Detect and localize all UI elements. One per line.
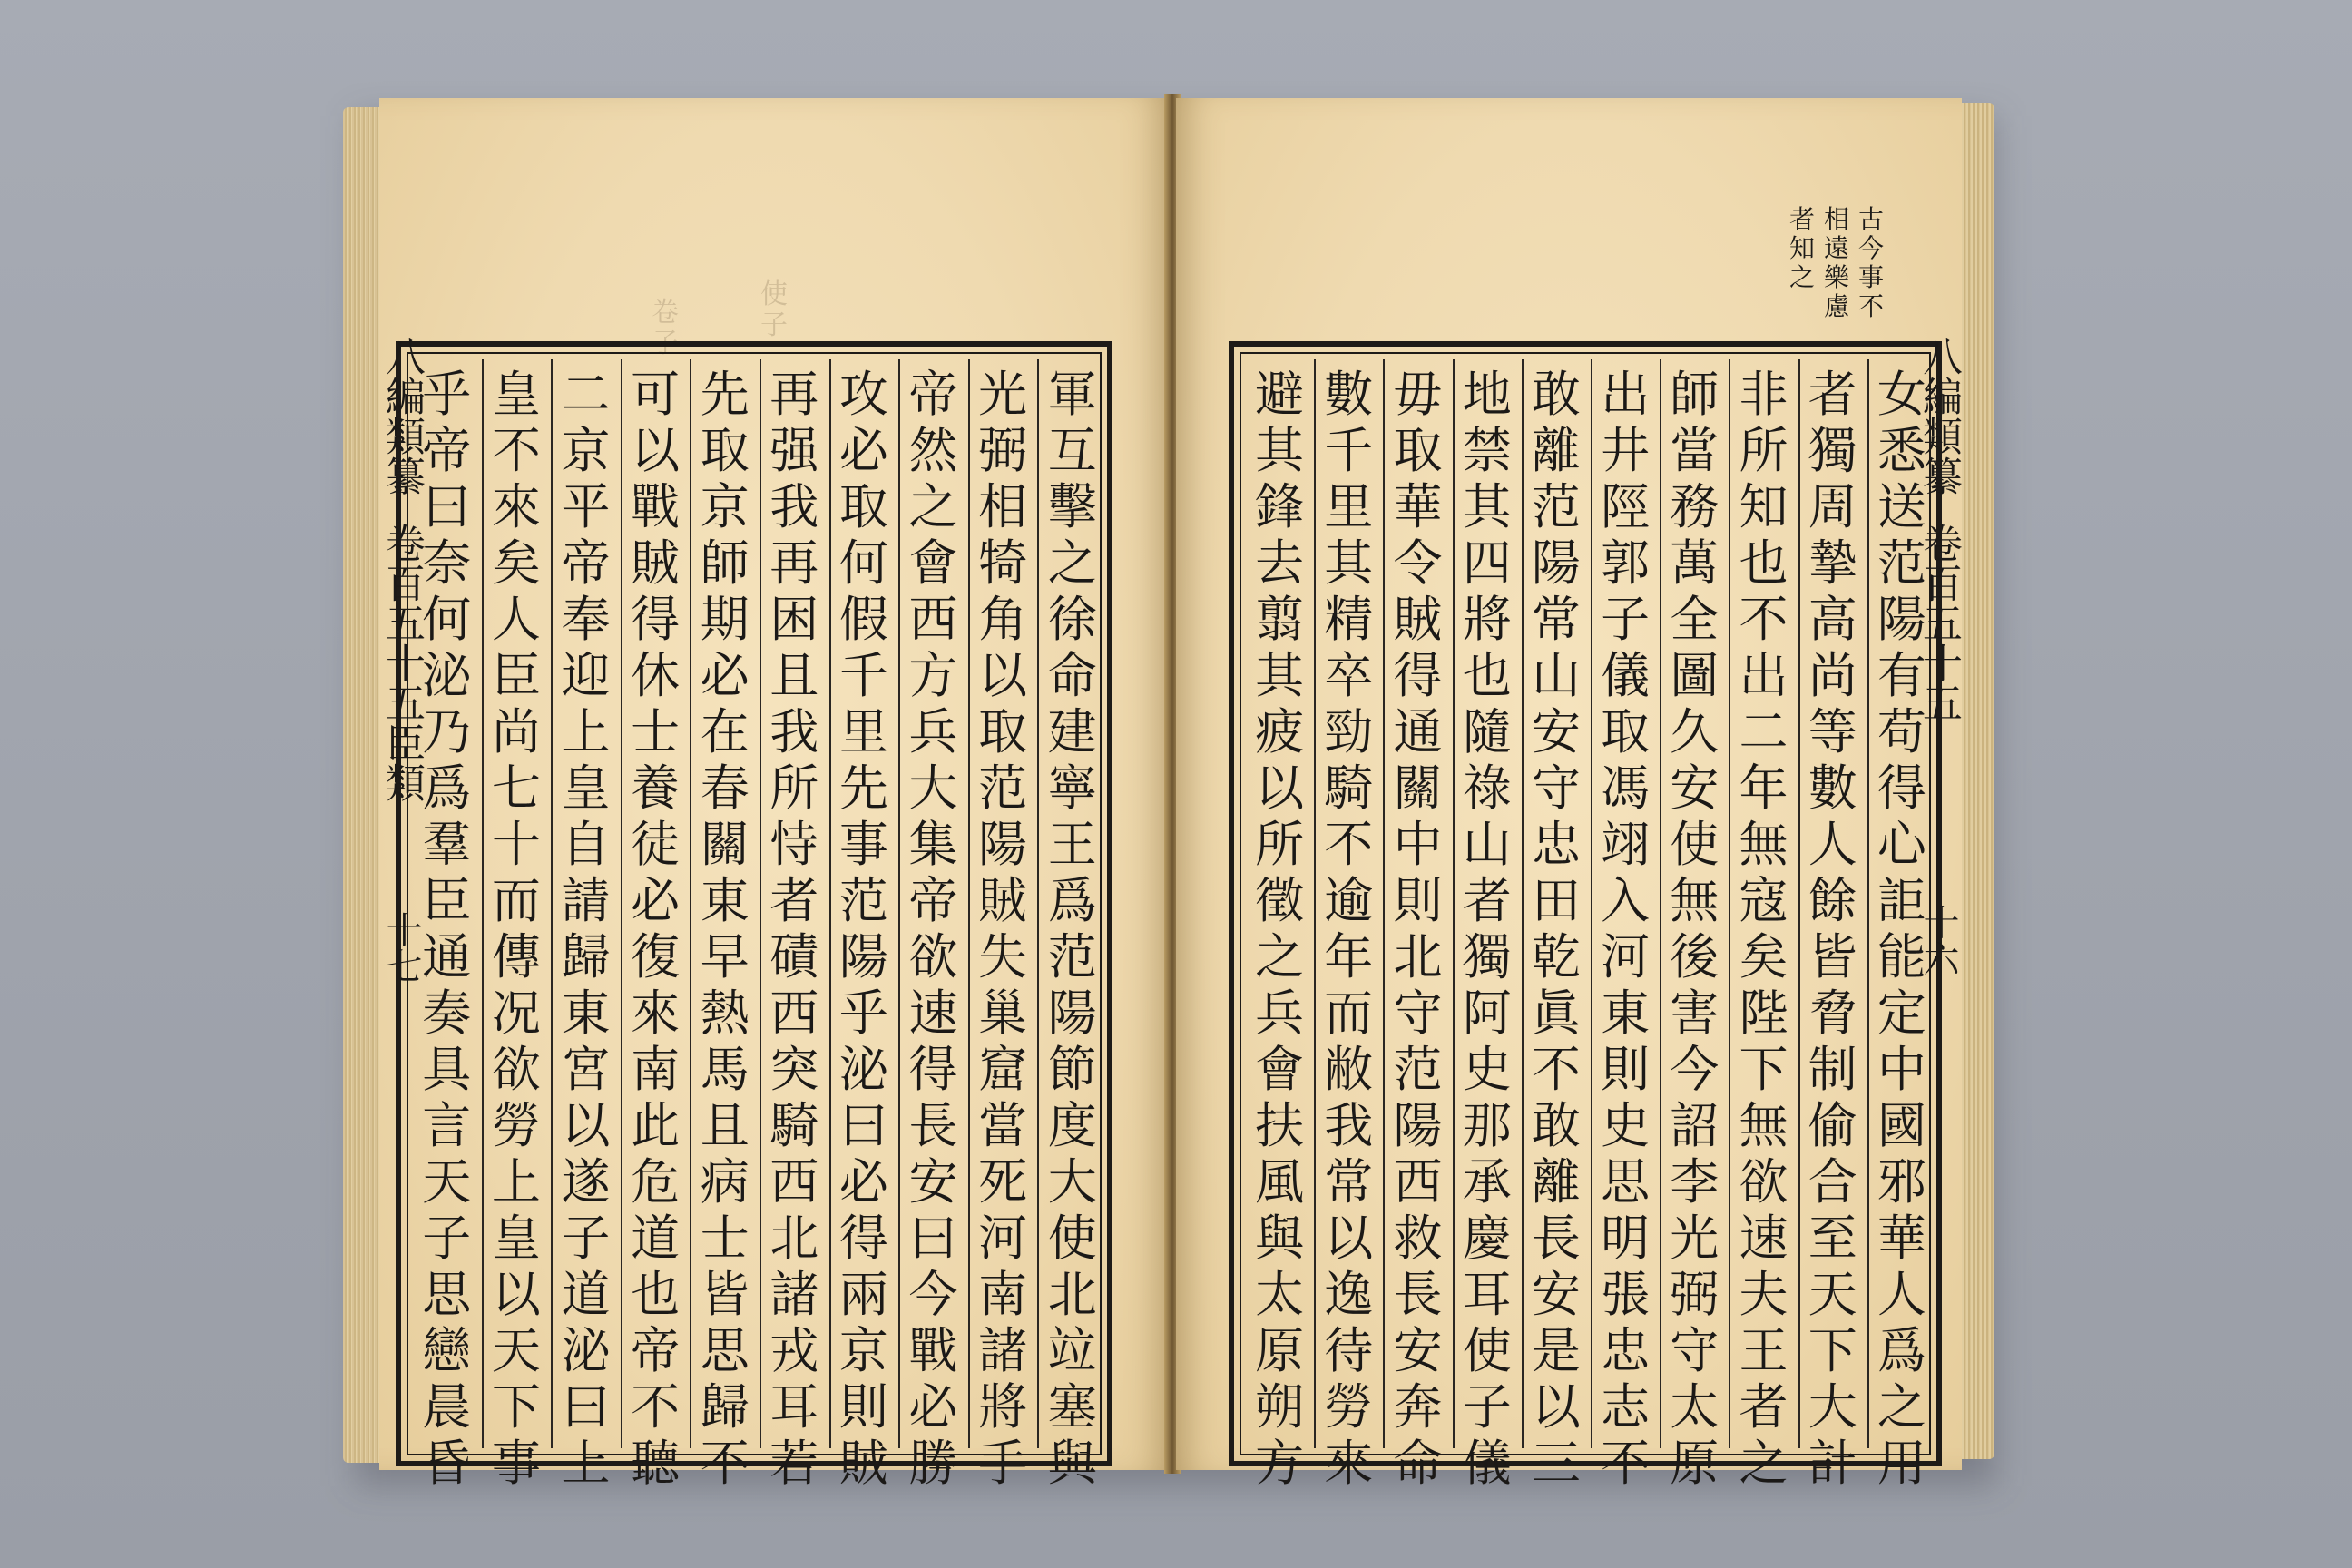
column-rule bbox=[1383, 359, 1385, 1448]
text-column: 女 悉 送 范 陽 有 苟 得 心 詎 能 定 中 國 邪 華 人 爲 之 用 bbox=[1877, 366, 1926, 1492]
right-page[interactable] bbox=[1176, 98, 1962, 1492]
text-column: 地 禁 其 四 將 也 隨 祿 山 者 獨 阿 史 那 承 慶 耳 使 子 儀 bbox=[1462, 366, 1512, 1492]
column-rule bbox=[1867, 359, 1869, 1448]
column-rule bbox=[968, 359, 970, 1448]
text-column: 毋 取 華 令 賊 得 通 關 中 則 北 守 范 陽 西 救 長 安 奔 命 bbox=[1393, 366, 1443, 1492]
banxin-category: 臣類 bbox=[378, 722, 425, 802]
text-column: 帝 然 之 會 西 方 兵 大 集 帝 欲 速 得 長 安 曰 今 戰 必 勝 bbox=[908, 366, 958, 1492]
right-text-frame bbox=[1229, 341, 1942, 1492]
text-column: 避 其 鋒 去 翦 其 疲 以 所 徵 之 兵 會 扶 風 與 太 原 朔 方 bbox=[1255, 366, 1305, 1492]
margin-note-line: 者 知 之 bbox=[1788, 204, 1815, 292]
column-rule bbox=[482, 359, 484, 1448]
column-rule bbox=[1660, 359, 1661, 1448]
text-column: 可 以 戰 賊 得 休 士 養 徒 必 復 來 南 此 危 道 也 帝 不 聽 bbox=[631, 366, 681, 1492]
column-rule bbox=[1591, 359, 1592, 1448]
column-rule bbox=[898, 359, 900, 1448]
text-column: 軍 互 擊 之 徐 命 建 寧 王 爲 范 陽 節 度 大 使 北 竝 塞 與 bbox=[1047, 366, 1097, 1492]
page-number: 十六 bbox=[1917, 904, 1959, 976]
banxin-title: 八編類纂 bbox=[378, 336, 425, 495]
page-number: 十七 bbox=[380, 911, 422, 984]
margin-note-line: 古 今 事 不 bbox=[1857, 204, 1884, 321]
text-column: 師 當 務 萬 全 圖 久 安 使 無 後 害 今 詔 李 光 弼 守 太 原 bbox=[1670, 366, 1720, 1492]
column-rule bbox=[690, 359, 691, 1448]
text-column: 乎 帝 曰 奈 何 泌 乃 爲 羣 臣 通 奏 具 言 天 子 思 戀 晨 昏 bbox=[422, 366, 472, 1492]
column-rule bbox=[1522, 359, 1524, 1448]
text-column: 非 所 知 也 不 出 二 年 無 寇 矣 陛 下 無 欲 速 夫 王 者 之 bbox=[1739, 366, 1788, 1492]
column-rule bbox=[1729, 359, 1730, 1448]
banxin-volume: 卷百五十五 bbox=[378, 523, 425, 722]
column-rule bbox=[1453, 359, 1455, 1448]
open-book bbox=[343, 94, 1994, 1492]
left-page[interactable] bbox=[378, 98, 1169, 1492]
column-rule bbox=[551, 359, 553, 1448]
right-fold-column bbox=[1911, 336, 1965, 1470]
banxin-volume: 卷百五十五 bbox=[1916, 523, 1962, 722]
text-column: 數 千 里 其 精 卒 勁 騎 不 逾 年 而 敝 我 常 以 逸 待 勞 來 bbox=[1324, 366, 1374, 1492]
margin-note-line: 相 遠 樂 慮 bbox=[1823, 204, 1849, 321]
text-column: 光 弼 相 犄 角 以 取 范 陽 賊 失 巢 窟 當 死 河 南 諸 將 手 bbox=[978, 366, 1028, 1492]
column-rule bbox=[760, 359, 761, 1448]
text-column: 二 京 平 帝 奉 迎 上 皇 自 請 歸 東 宮 以 遂 子 道 泌 曰 上 bbox=[561, 366, 611, 1492]
show-through-text: 卷 子 bbox=[652, 297, 679, 359]
text-column: 出 井 陘 郭 子 儀 取 馮 翊 入 河 東 則 史 思 明 張 忠 志 不 bbox=[1601, 366, 1651, 1492]
right-page-edges bbox=[1962, 103, 1994, 1459]
left-fold-column bbox=[374, 336, 428, 1470]
column-rule bbox=[1798, 359, 1800, 1448]
column-rule bbox=[829, 359, 831, 1448]
banxin-title: 八編類纂 bbox=[1916, 336, 1962, 495]
text-column: 者 獨 周 摯 高 尚 等 數 人 餘 皆 脅 制 偷 合 至 天 下 大 計 bbox=[1808, 366, 1857, 1492]
text-column: 敢 離 范 陽 常 山 安 守 忠 田 乾 眞 不 敢 離 長 安 是 以 三 bbox=[1531, 366, 1581, 1492]
column-rule bbox=[1314, 359, 1316, 1448]
text-column: 皇 不 來 矣 人 臣 尚 七 十 而 傳 况 欲 勞 上 皇 以 天 下 事 bbox=[491, 366, 541, 1492]
column-rule bbox=[621, 359, 622, 1448]
column-rule bbox=[1037, 359, 1039, 1448]
show-through-text: 使 子 bbox=[760, 279, 788, 341]
margin-note bbox=[1739, 205, 1920, 341]
text-column: 再 强 我 再 困 且 我 所 恃 者 磧 西 突 騎 西 北 諸 戎 耳 若 bbox=[769, 366, 819, 1492]
left-text-frame bbox=[396, 341, 1112, 1492]
text-column: 先 取 京 師 期 必 在 春 關 東 早 熱 馬 且 病 士 皆 思 歸 不 bbox=[700, 366, 750, 1492]
text-column: 攻 必 取 何 假 千 里 先 事 范 陽 乎 泌 曰 必 得 兩 京 則 賊 bbox=[838, 366, 888, 1492]
